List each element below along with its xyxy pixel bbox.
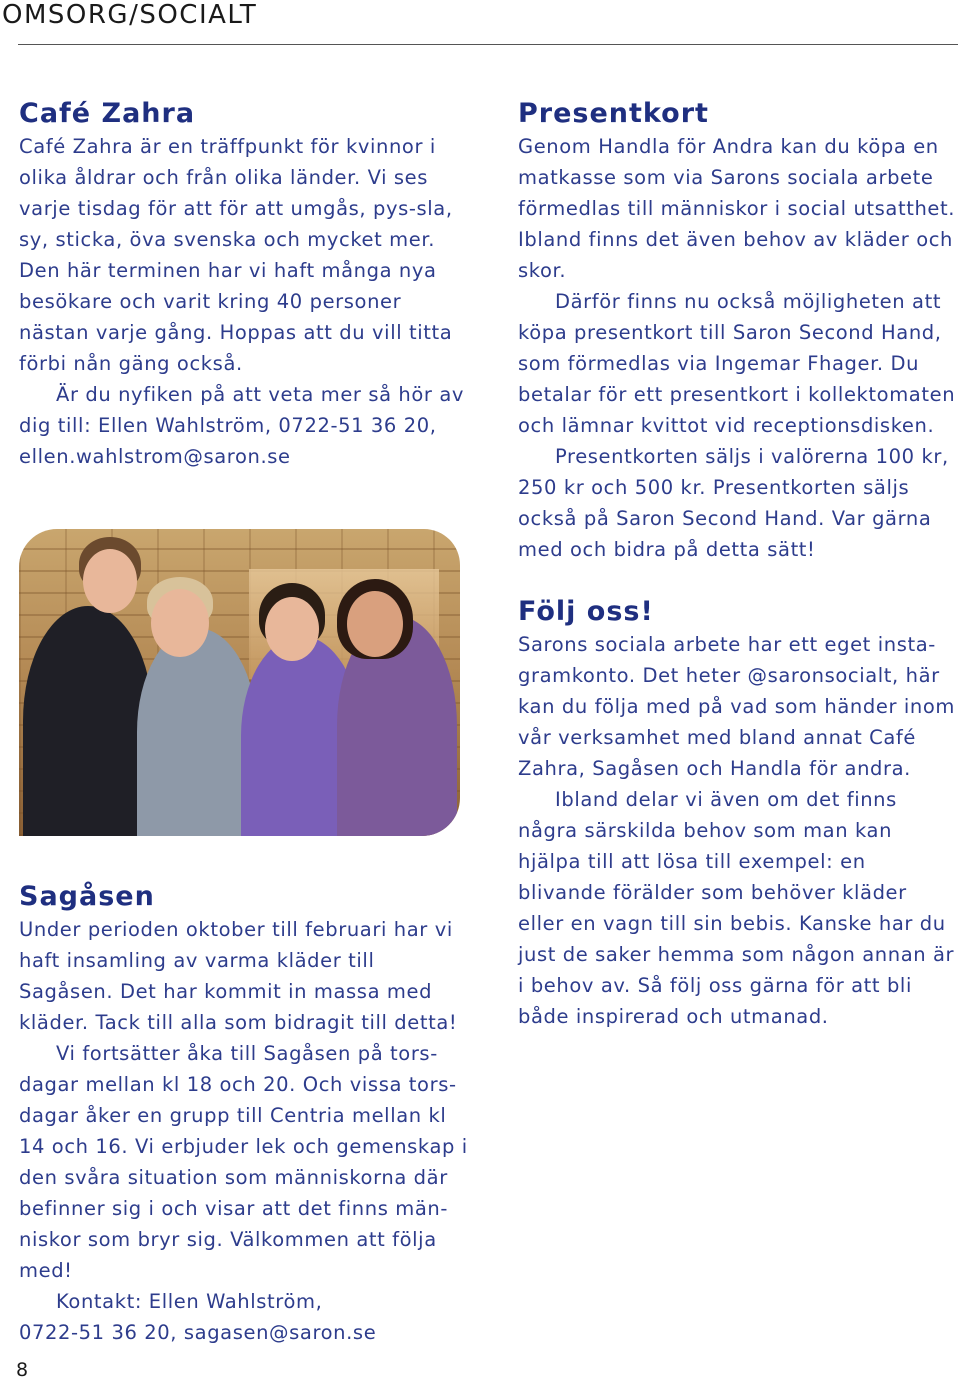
cafe-zahra-heading: Café Zahra [19,98,196,129]
sagasen-heading: Sagåsen [19,881,155,912]
left-column [19,97,469,1348]
cafe-zahra-paragraph-2: Är du nyfiken på att veta mer så hör av dig till: Ellen Wahlström, 0722-51 36 20, ellen.wahlstrom@saron.se [19,383,465,468]
folj-oss-paragraph-1: Sarons sociala arbete har ett eget insta-gramkonto. Det heter @saronsocialt, här kan du följa med på vad som händer inom vår verksamhet med bland annat Café Zahra, Sagåsen och Handla för andra. [518,633,955,780]
photo-person-3-face [265,597,319,661]
sagasen-paragraph-2: Vi fortsätter åka till Sagåsen på tors-dagar mellan kl 18 och 20. Och vissa tors-dagar åker en grupp till Centria mellan kl 14 och 16. Vi erbjuder lek och gemenskap i den svåra situation som människorna där befinner sig i och visar att det finns män-niskor som bryr sig. Välkommen att följa med! [19,1042,468,1282]
photo-person-2-face [151,589,209,657]
photo-person-2 [137,628,257,836]
presentkort-paragraph-2: Därför finns nu också möjligheten att köpa presentkort till Saron Second Hand, som förmedlas via Ingemar Fhager. Du betalar för ett presentkort i kollektomaten och lämnar kvittot vid receptionsdisken. [518,290,956,437]
sagasen-contact-details: 0722-51 36 20, sagasen@saron.se [19,1321,377,1344]
page-number: 8 [16,1359,29,1381]
presentkort-paragraph-3: Presentkorten säljs i valörerna 100 kr, 250 kr och 500 kr. Presentkorten säljs också på Saron Second Hand. Var gärna med och bidra på detta sätt! [518,445,949,561]
section-header: OMSORG/SOCIALT [2,0,258,30]
group-photo [19,529,460,836]
header-divider [18,44,958,45]
sagasen-paragraph-1: Under perioden oktober till februari har vi haft insamling av varma kläder till Sagåsen. Det har kommit in massa med kläder. Tack till alla som bidragit till detta! [19,918,458,1034]
presentkort-heading: Presentkort [518,98,709,129]
photo-person-4-face [347,591,403,657]
folj-oss-heading: Följ oss! [518,596,654,627]
folj-oss-paragraph-2: Ibland delar vi även om det finns några särskilda behov som man kan hjälpa till att lösa till exempel: en blivande förälder som behöver kläder eller en vagn till sin bebis. Kanske har du just de saker hemma som någon annan är i behov av. Så följ oss gärna för att bli både inspirerad och utmanad. [518,788,955,1028]
cafe-zahra-paragraph-1: Café Zahra är en träffpunkt för kvinnor i olika åldrar och från olika länder. Vi ses varje tisdag för att för att umgås, pys-sla, sy, sticka, öva svenska och mycket mer. Den här terminen har vi haft många nya besökare och varit kring 40 personer nästan varje gång. Hoppas att du vill titta förbi nån gäng också. [19,135,453,375]
photo-person-1 [23,606,153,836]
sagasen-contact-name: Kontakt: Ellen Wahlström, [56,1290,323,1313]
right-column [518,97,958,1032]
presentkort-paragraph-1: Genom Handla för Andra kan du köpa en matkasse som via Sarons sociala arbete förmedlas till människor i social utsatthet. Ibland finns det även behov av kläder och skor. [518,135,956,282]
photo-person-1-face [83,549,137,613]
